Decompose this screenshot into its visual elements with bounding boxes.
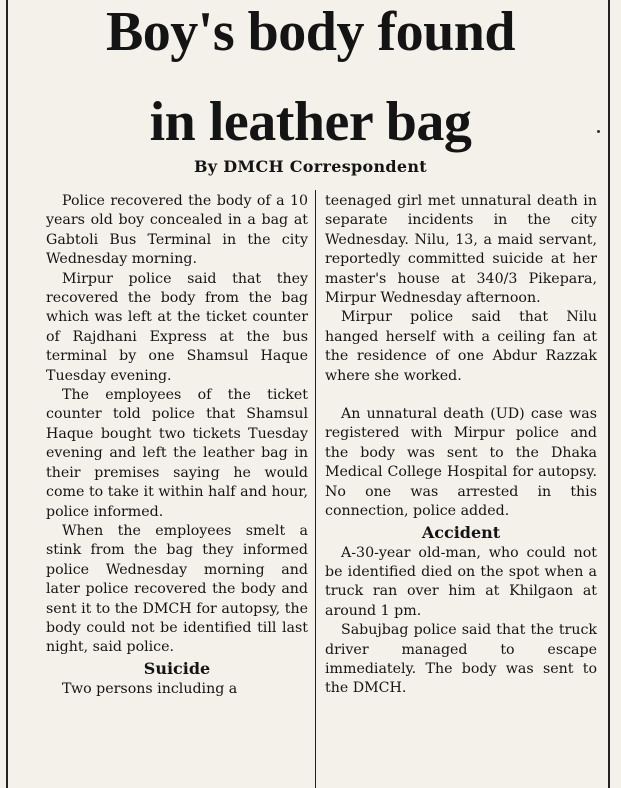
left-column (46, 192, 308, 699)
headline-line-1: Boy's body found (105, 1, 516, 63)
paragraph: Sabujbag police said that the truck driver managed to escape immediately. The body was sent to the DMCH. (325, 622, 597, 697)
suicide-heading: Suicide (143, 658, 211, 678)
paragraph: The employees of the ticket counter told police that Shamsul Haque bought two tickets Tuesday evening and left the leather bag in their premises saying he would come to take it within half and hour, police informed. (46, 387, 308, 520)
paragraph: A-30-year old-man, who could not be identified died on the spot when a truck ran over him at Khilgaon at around 1 pm. (325, 544, 597, 619)
paragraph: teenaged girl met unnatural death in separate incidents in the city Wednesday. Nilu, 13, a maid servant, reportedly committed suicide at her master's house at 340/3 Pikepara, Mirpur Wednesday afternoon. (325, 193, 597, 307)
paragraph: Police recovered the body of a 10 years old boy concealed in a bag at Gabtoli Bus Terminal in the city Wednesday morning. (46, 193, 308, 268)
headline (0, 2, 621, 152)
paragraph: Two persons including a (62, 680, 238, 697)
right-column (325, 192, 597, 699)
paragraph: When the employees smelt a stink from the bag they informed police Wednesday morning and later police recovered the body and sent it to the DMCH for autopsy, the body could not be identified till last night, said police. (46, 522, 308, 656)
paragraph: Mirpur police said that Nilu hanged herself with a ceiling fan at the residence of one Abdur Razzak where she worked. (325, 309, 597, 384)
paragraph: Mirpur police said that they recovered the body from the bag which was left at the ticket counter of Rajdhani Express at the bus terminal by one Shamsul Haque Tuesday evening. (46, 270, 308, 384)
accident-heading: Accident (421, 522, 501, 542)
column-rule-middle (315, 190, 316, 788)
spacer (325, 386, 597, 405)
speck (597, 130, 600, 133)
byline: By DMCH Correspondent (193, 157, 428, 176)
paragraph: An unnatural death (UD) case was registered with Mirpur police and the body was sent to the Dhaka Medical College Hospital for autopsy. No one was arrested in this connection, police added. (325, 406, 597, 520)
headline-line-2: in leather bag (149, 91, 472, 153)
